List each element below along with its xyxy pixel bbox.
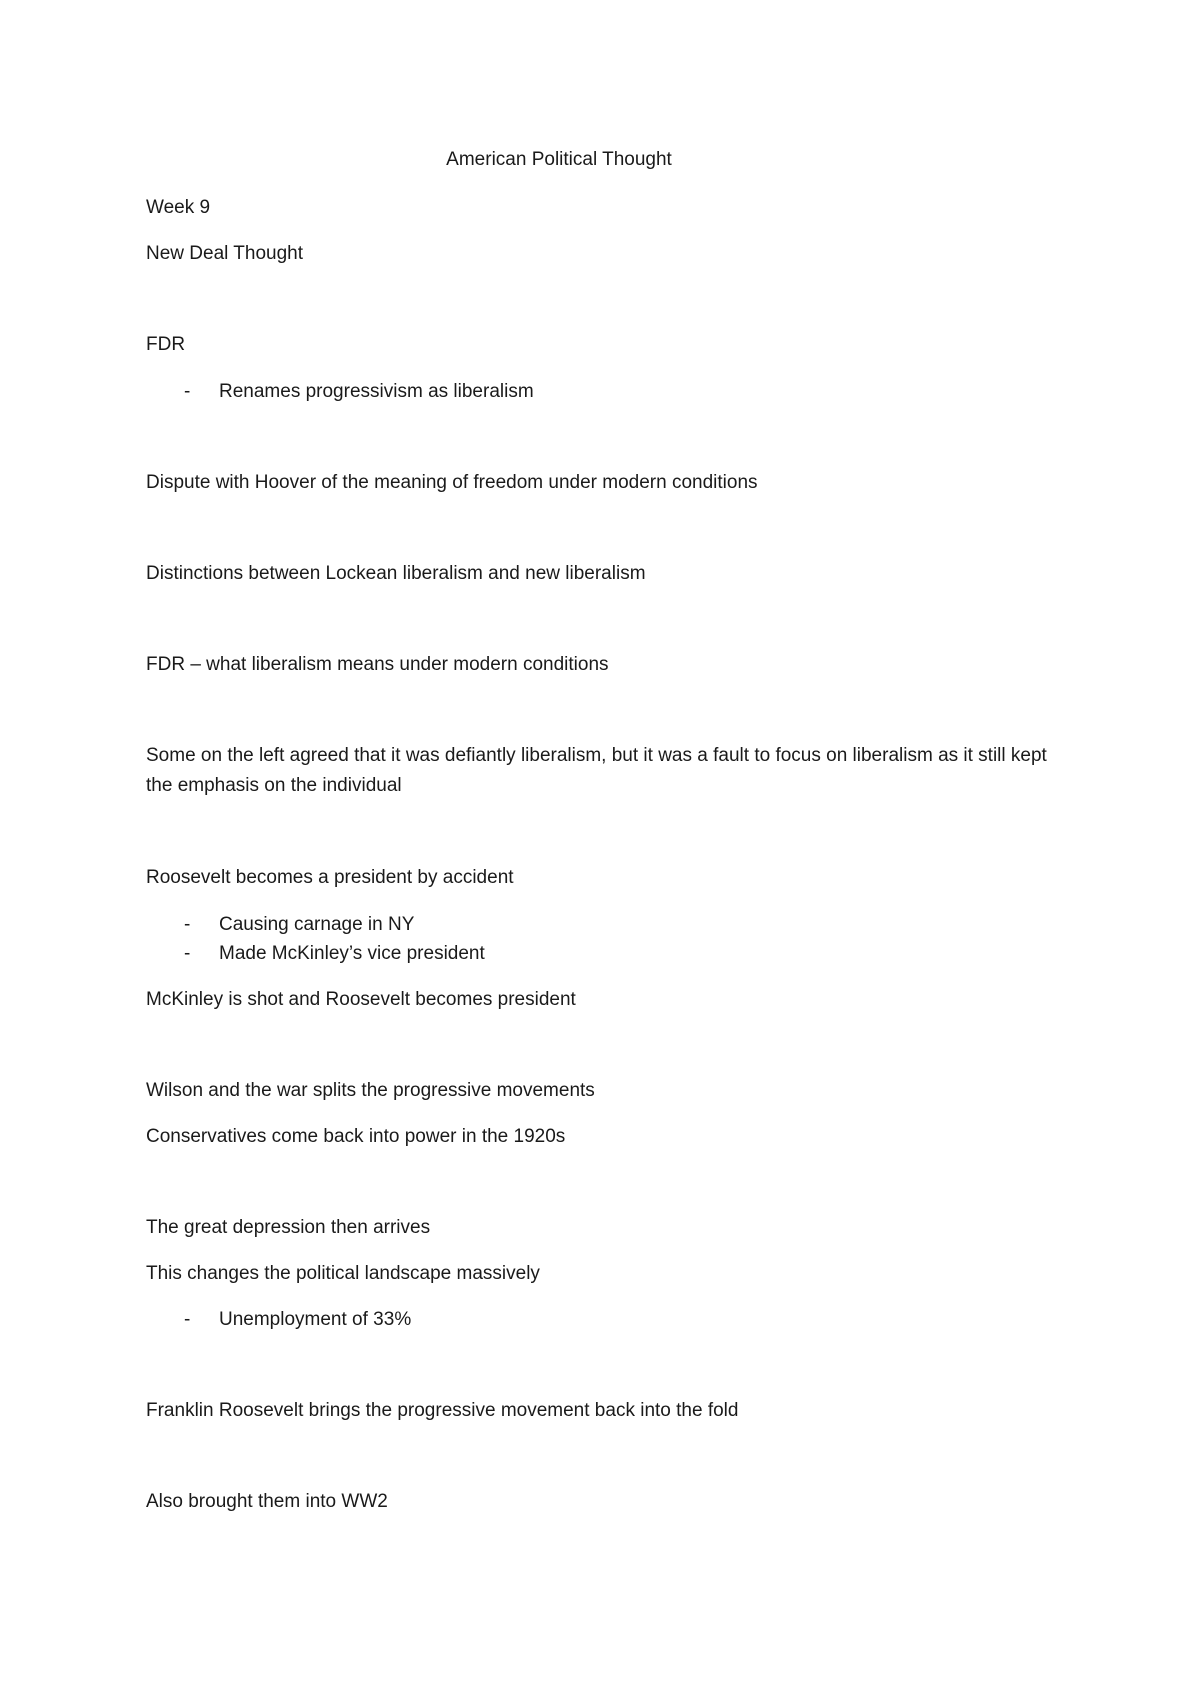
fdr-heading: FDR: [146, 334, 186, 355]
bullet-dash: -: [184, 943, 191, 964]
mckinley-shot-line: McKinley is shot and Roosevelt becomes president: [146, 989, 576, 1010]
dispute-line: Dispute with Hoover of the meaning of freedom under modern conditions: [146, 472, 758, 493]
topic-label: New Deal Thought: [146, 243, 304, 264]
roosevelt-accident-line: Roosevelt becomes a president by accident: [146, 867, 514, 888]
wilson-line: Wilson and the war splits the progressive movements: [146, 1080, 595, 1101]
bullet-dash: -: [184, 381, 191, 402]
some-left-paragraph: Some on the left agreed that it was defiantly liberalism, but it was a fault to focus on liberalism as it still kept the emphasis on the individual: [146, 745, 1047, 796]
distinctions-line: Distinctions between Lockean liberalism and new liberalism: [146, 563, 646, 584]
week-label: Week 9: [146, 197, 211, 218]
ww2-line: Also brought them into WW2: [146, 1491, 388, 1512]
fdr-bullet: Renames progressivism as liberalism: [219, 381, 534, 402]
roosevelt-bullet: Made McKinley’s vice president: [219, 943, 485, 964]
roosevelt-bullet: Causing carnage in NY: [219, 914, 415, 935]
conservatives-line: Conservatives come back into power in the 1920s: [146, 1126, 566, 1147]
bullet-dash: -: [184, 1309, 191, 1330]
franklin-line: Franklin Roosevelt brings the progressive movement back into the fold: [146, 1400, 739, 1421]
bullet-dash: -: [184, 914, 191, 935]
depression-line: The great depression then arrives: [146, 1217, 431, 1238]
unemployment-bullet: Unemployment of 33%: [219, 1309, 412, 1330]
document-title: American Political Thought: [446, 149, 672, 170]
fdr-liberalism-line: FDR – what liberalism means under modern conditions: [146, 654, 609, 675]
landscape-line: This changes the political landscape massively: [146, 1263, 540, 1284]
